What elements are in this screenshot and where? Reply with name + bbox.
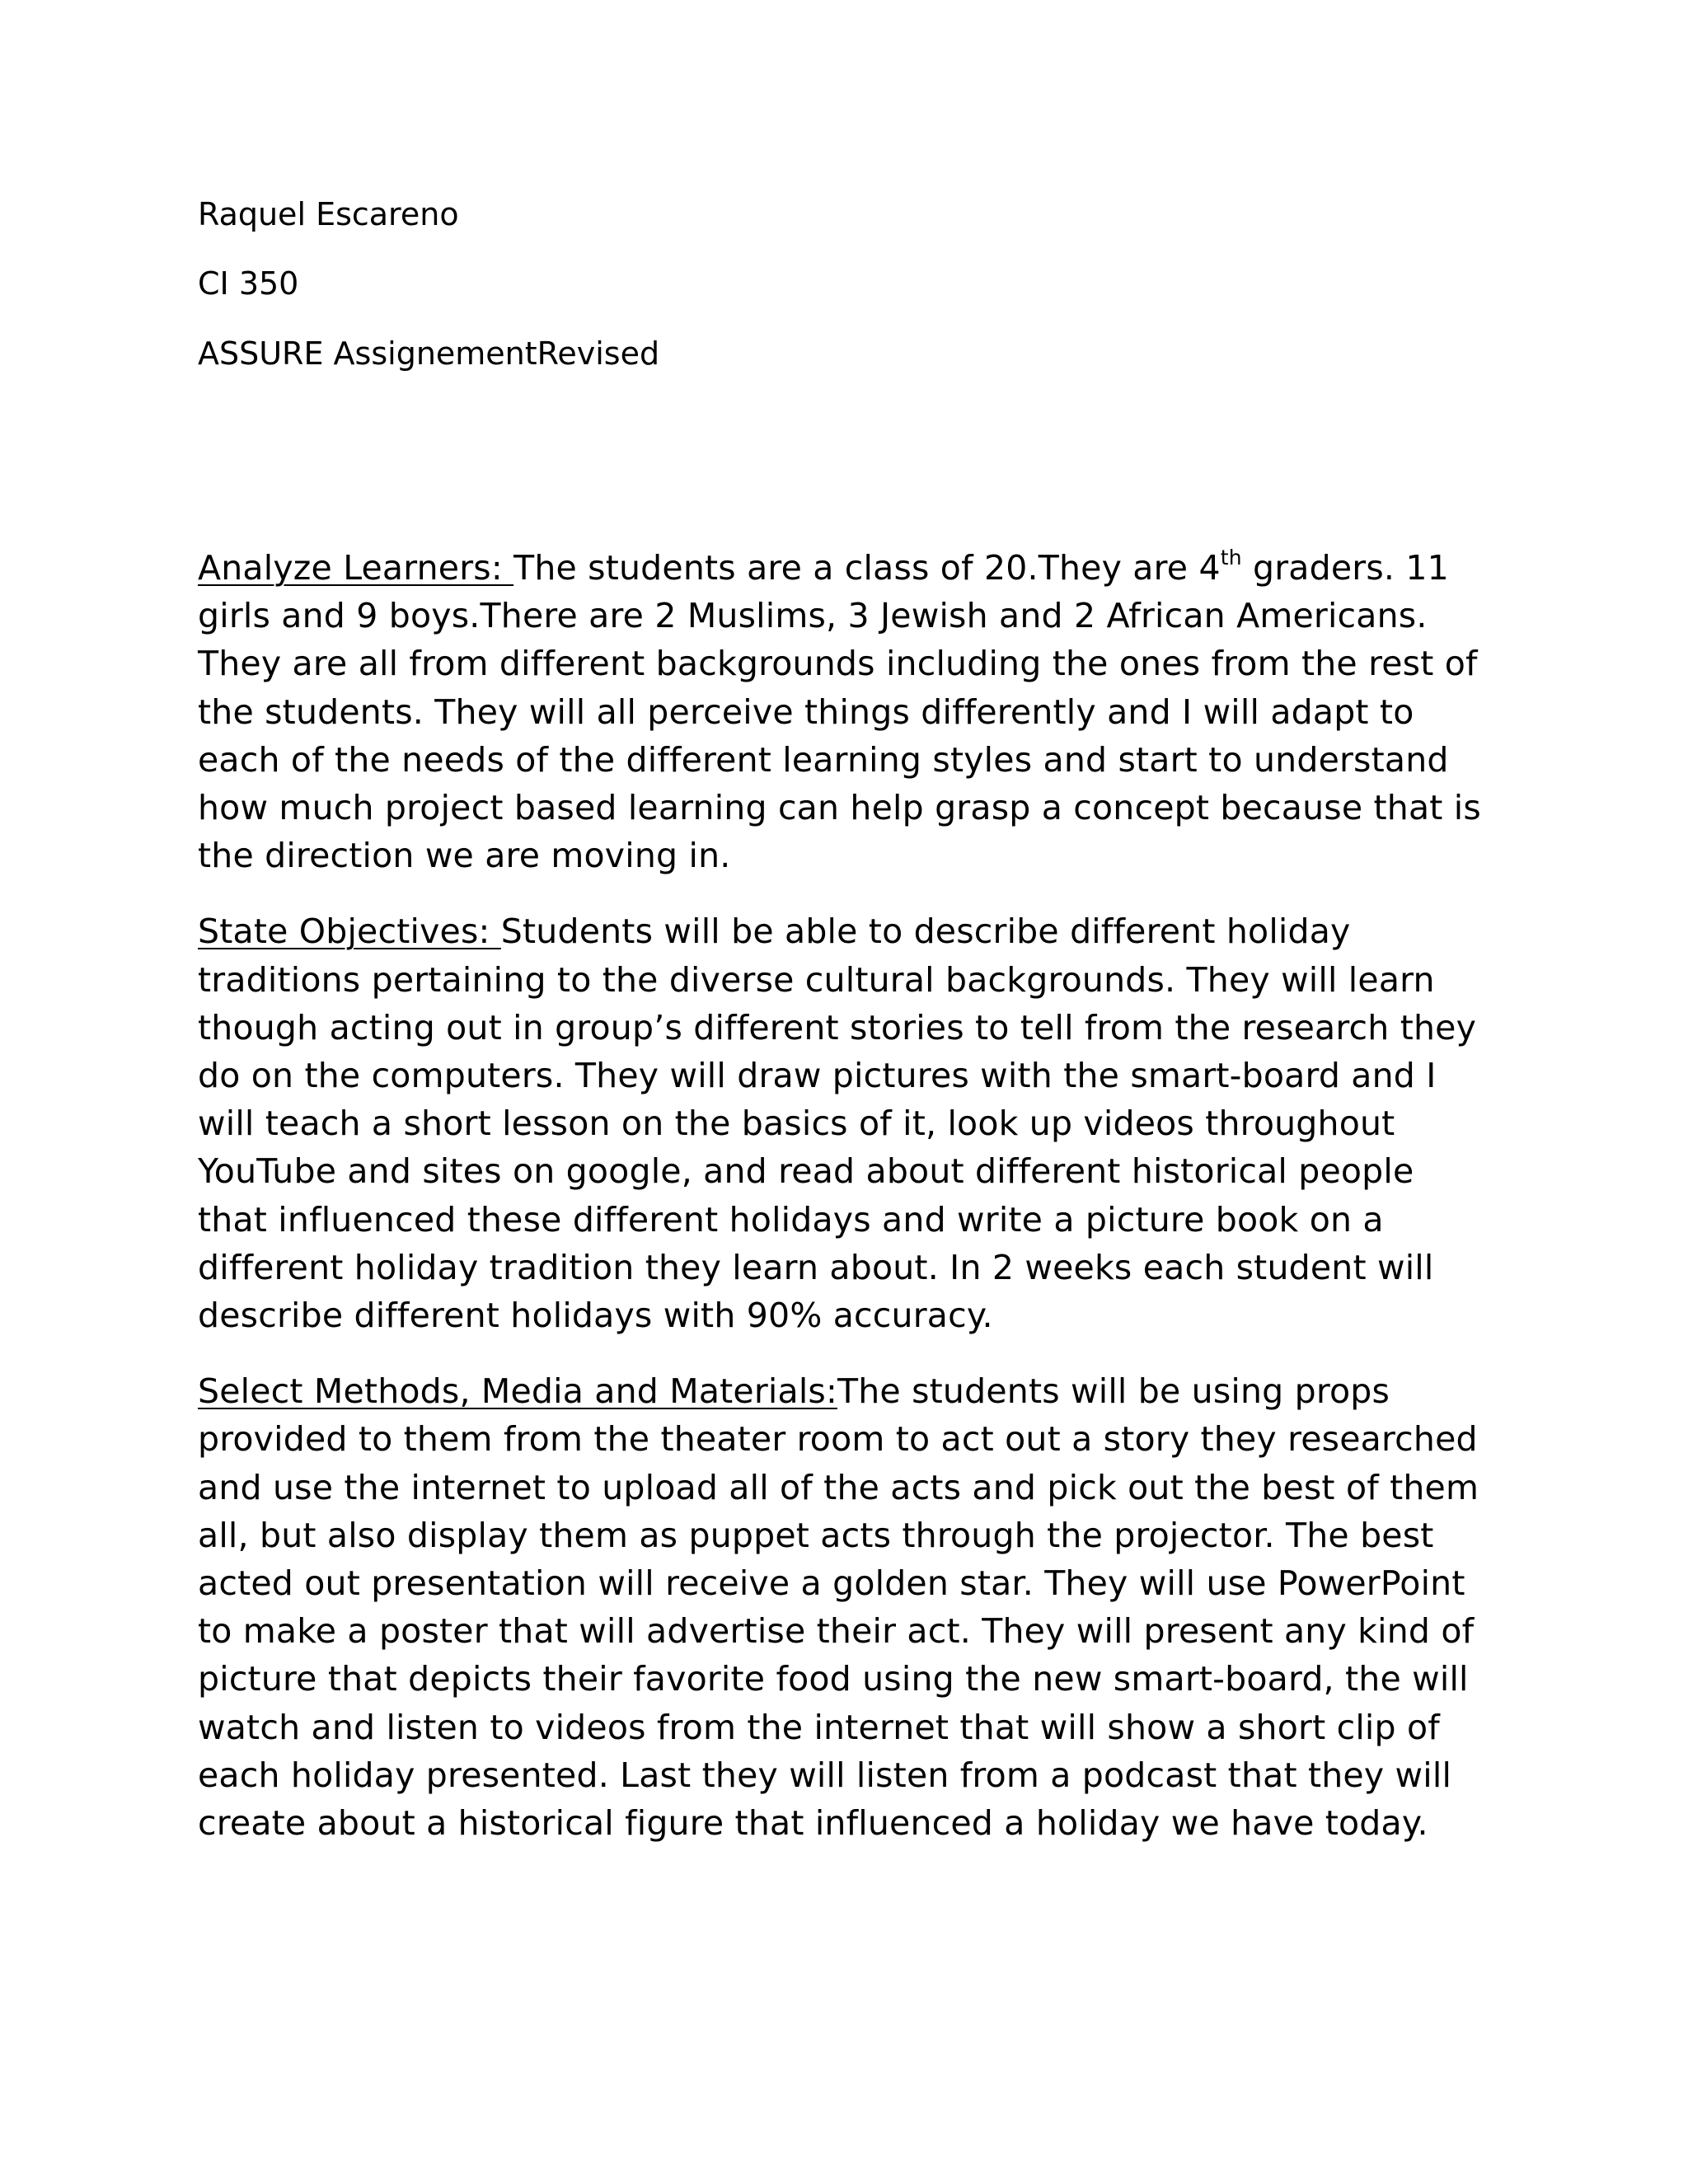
analyze-learners-heading: Analyze Learners: bbox=[198, 548, 514, 588]
select-methods-paragraph bbox=[198, 1367, 1492, 1847]
assignment-title: ASSURE AssignementRevised bbox=[198, 335, 660, 372]
document-body bbox=[198, 544, 1492, 1875]
analyze-learners-text-start: The students are a class of 20.They are 4 bbox=[513, 548, 1221, 588]
course-code: CI 350 bbox=[198, 265, 299, 302]
analyze-learners-text-end: graders. 11 girls and 9 boys.There are 2 Muslims, 3 Jewish and 2 African Americans. They are all from different backgrounds including the ones from the rest of the students. They will all perceive things differently and I will adapt to each of the needs of the different learning styles and start to understand how much project based learning can help grasp a concept because that is the direction we are moving in. bbox=[198, 548, 1481, 876]
state-objectives-heading: State Objectives: bbox=[198, 912, 501, 952]
ordinal-superscript: th bbox=[1220, 546, 1242, 569]
select-methods-text: The students will be using props provided to them from the theater room to act out a story they researched and use the internet to upload all of the acts and pick out the best of them all, but also display them as puppet acts through the projector. The best acted out presentation will receive a golden star. They will use PowerPoint to make a poster that will advertise their act. They will present any kind of picture that depicts their favorite food using the new smart-board, the will watch and listen to videos from the internet that will show a short clip of each holiday presented. Last they will listen from a podcast that they will create about a historical figure that influenced a holiday we have today. bbox=[198, 1371, 1479, 1844]
select-methods-heading: Select Methods, Media and Materials: bbox=[198, 1371, 837, 1412]
author-name: Raquel Escareno bbox=[198, 196, 459, 232]
analyze-learners-paragraph bbox=[198, 544, 1492, 879]
state-objectives-paragraph bbox=[198, 907, 1492, 1339]
state-objectives-text: Students will be able to describe different holiday traditions pertaining to the diverse cultural backgrounds. They will learn though acting out in group’s different stories to tell from the research they do on the computers. They will draw pictures with the smart-board and I will teach a short lesson on the basics of it, look up videos throughout YouTube and sites on google, and read about different historical people that influenced these different holidays and write a picture book on a different holiday tradition they learn about. In 2 weeks each student will describe different holidays with 90% accuracy. bbox=[198, 912, 1477, 1336]
